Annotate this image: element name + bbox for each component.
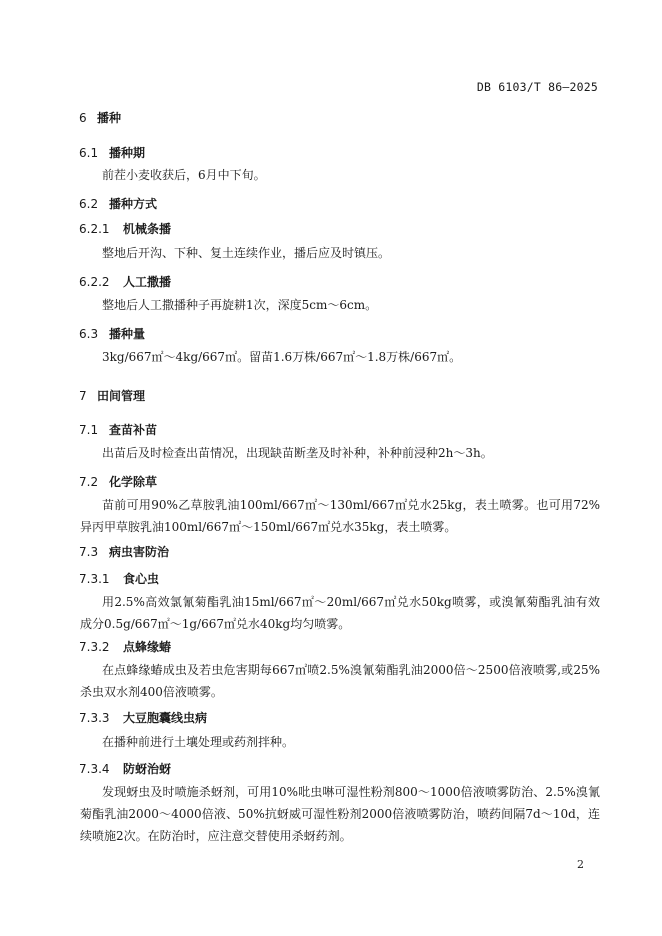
section-7-1-heading bbox=[79, 421, 157, 438]
section-number: 7.3.2 bbox=[79, 640, 110, 654]
section-title: 播种 bbox=[97, 111, 122, 125]
section-7-2-text: 苗前可用90%乙草胺乳油100ml/667㎡～130ml/667㎡兑水25kg，表土喷雾。也可用72%异丙甲草胺乳油100ml/667㎡～150ml/667㎡兑水35kg，表土喷雾。 bbox=[80, 498, 600, 534]
section-6-1-heading bbox=[79, 144, 145, 161]
section-6-2-2-heading bbox=[79, 273, 171, 290]
section-title: 食心虫 bbox=[123, 572, 160, 586]
section-7-heading bbox=[79, 387, 145, 404]
section-number: 7.3.1 bbox=[79, 572, 110, 586]
section-7-3-3-heading bbox=[79, 709, 207, 726]
section-title: 点蜂缘蝽 bbox=[123, 640, 172, 654]
section-number: 6.3 bbox=[79, 327, 99, 341]
section-7-3-2-heading bbox=[79, 638, 171, 655]
section-7-3-1-heading bbox=[79, 570, 159, 587]
section-6-3-text: 3kg/667㎡～4kg/667㎡。留苗1.6万株/667㎡～1.8万株/667㎡。 bbox=[102, 350, 462, 364]
section-title: 机械条播 bbox=[123, 222, 172, 236]
document-code: DB 6103/T 86—2025 bbox=[476, 80, 598, 94]
section-title: 查苗补苗 bbox=[109, 423, 158, 437]
section-title: 大豆胞囊线虫病 bbox=[123, 711, 208, 725]
section-7-1-text: 出苗后及时检查出苗情况，出现缺苗断垄及时补种，补种前浸种2h～3h。 bbox=[102, 446, 493, 460]
section-7-3-4-heading bbox=[79, 760, 171, 777]
section-number: 6 bbox=[79, 111, 87, 125]
section-7-3-heading bbox=[79, 543, 169, 560]
section-6-2-heading bbox=[79, 195, 157, 212]
section-number: 6.2.1 bbox=[79, 222, 110, 236]
section-6-1-text: 前茬小麦收获后，6月中下旬。 bbox=[102, 168, 266, 182]
page-number: 2 bbox=[577, 858, 584, 871]
section-title: 病虫害防治 bbox=[109, 545, 170, 559]
section-number: 7.3.4 bbox=[79, 762, 110, 776]
section-number: 6.2 bbox=[79, 197, 99, 211]
section-title: 播种期 bbox=[109, 146, 146, 160]
section-title: 防蚜治蚜 bbox=[123, 762, 172, 776]
section-7-3-4-text: 发现蚜虫及时喷施杀蚜剂，可用10%吡虫啉可湿性粉剂800～1000倍液喷雾防治、2.5%溴氰菊酯乳油2000～4000倍液、50%抗蚜威可湿性粉剂2000倍液喷雾防治，喷药间隔7d～10d，连续喷施2次。在防治时，应注意交替使用杀蚜药剂。 bbox=[80, 785, 600, 843]
section-number: 7.1 bbox=[79, 423, 99, 437]
section-6-heading bbox=[79, 109, 121, 126]
section-6-2-1-heading bbox=[79, 220, 171, 237]
section-7-3-1-text: 用2.5%高效氯氰菊酯乳油15ml/667㎡～20ml/667㎡兑水50kg喷雾，或溴氰菊酯乳油有效成分0.5g/667㎡～1g/667㎡兑水40kg均匀喷雾。 bbox=[80, 595, 600, 631]
section-title: 人工撒播 bbox=[123, 275, 172, 289]
section-title: 播种方式 bbox=[109, 197, 158, 211]
section-title: 田间管理 bbox=[97, 389, 146, 403]
section-7-3-3-text: 在播种前进行土壤处理或药剂拌种。 bbox=[102, 735, 295, 749]
section-title: 播种量 bbox=[109, 327, 146, 341]
section-7-3-2-text: 在点蜂缘蝽成虫及若虫危害期每667㎡喷2.5%溴氰菊酯乳油2000倍～2500倍液喷雾,或25%杀虫双水剂400倍液喷雾。 bbox=[80, 663, 600, 699]
section-7-2-heading bbox=[79, 473, 157, 490]
section-number: 6.2.2 bbox=[79, 275, 110, 289]
section-6-2-1-text: 整地后开沟、下种、复土连续作业，播后应及时镇压。 bbox=[102, 246, 391, 260]
section-6-3-heading bbox=[79, 325, 145, 342]
section-number: 7.3 bbox=[79, 545, 99, 559]
section-number: 6.1 bbox=[79, 146, 99, 160]
section-number: 7.2 bbox=[79, 475, 99, 489]
section-number: 7 bbox=[79, 389, 87, 403]
section-title: 化学除草 bbox=[109, 475, 158, 489]
section-6-2-2-text: 整地后人工撒播种子再旋耕1次，深度5cm～6cm。 bbox=[102, 298, 378, 312]
section-number: 7.3.3 bbox=[79, 711, 110, 725]
